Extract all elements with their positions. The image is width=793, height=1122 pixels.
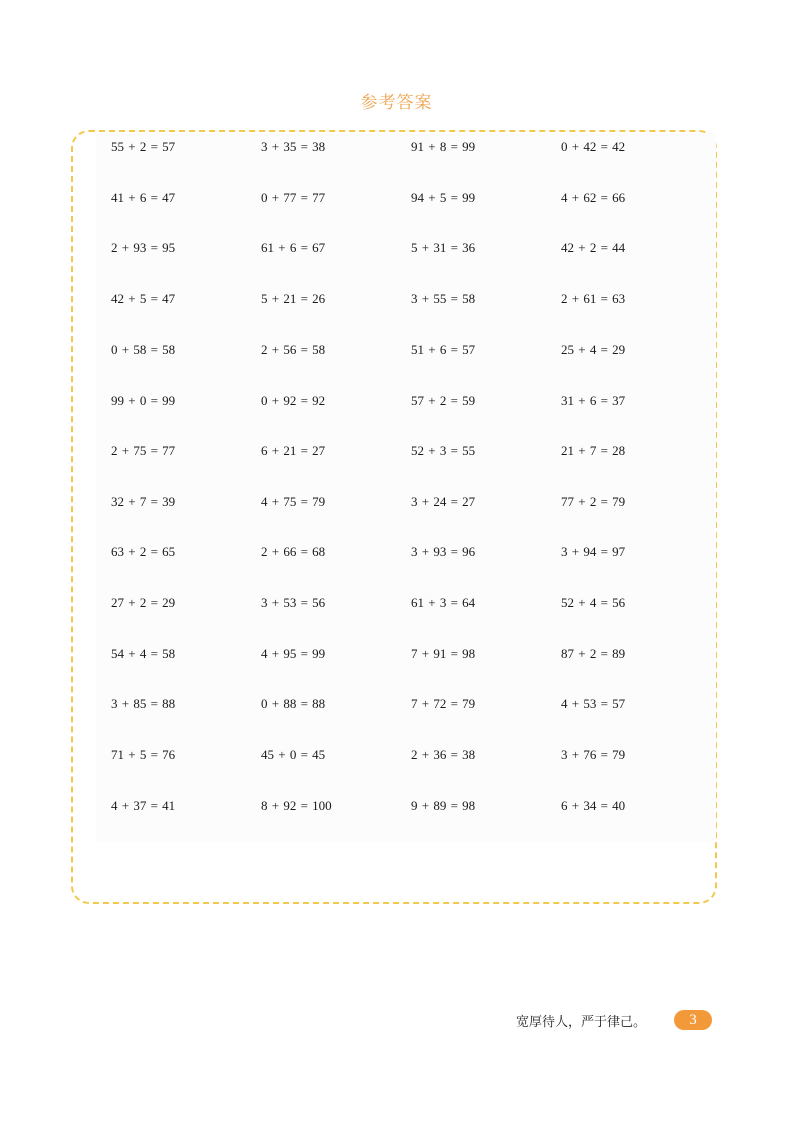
answer-equation: 8 + 92 = 100 bbox=[261, 798, 332, 813]
answer-row bbox=[96, 642, 716, 666]
answer-equation: 3 + 53 = 56 bbox=[261, 595, 326, 610]
answer-row bbox=[96, 338, 716, 362]
answer-row bbox=[96, 591, 716, 615]
answer-equation: 41 + 6 = 47 bbox=[111, 190, 176, 205]
answer-equation: 9 + 89 = 98 bbox=[411, 798, 476, 813]
answer-equation: 2 + 61 = 63 bbox=[561, 291, 626, 306]
answer-equation: 52 + 4 = 56 bbox=[561, 595, 626, 610]
footer-motto: 宽厚待人，严于律己。 bbox=[516, 1015, 647, 1030]
answer-equation: 2 + 93 = 95 bbox=[111, 240, 176, 255]
answer-equation: 0 + 58 = 58 bbox=[111, 342, 176, 357]
answer-equation: 2 + 75 = 77 bbox=[111, 443, 176, 458]
answer-equation: 2 + 36 = 38 bbox=[411, 747, 476, 762]
answer-equation: 3 + 24 = 27 bbox=[411, 494, 476, 509]
answer-equation: 3 + 76 = 79 bbox=[561, 747, 626, 762]
answer-equation: 55 + 2 = 57 bbox=[111, 139, 176, 154]
answer-equation: 4 + 95 = 99 bbox=[261, 646, 326, 661]
answer-row bbox=[96, 540, 716, 564]
answer-equation: 94 + 5 = 99 bbox=[411, 190, 476, 205]
answer-equation: 4 + 53 = 57 bbox=[561, 696, 626, 711]
answer-equation: 54 + 4 = 58 bbox=[111, 646, 176, 661]
answer-equation: 87 + 2 = 89 bbox=[561, 646, 626, 661]
answer-equation: 6 + 21 = 27 bbox=[261, 443, 326, 458]
page-number-badge: 3 bbox=[674, 1010, 712, 1030]
answer-equation: 5 + 31 = 36 bbox=[411, 240, 476, 255]
answer-equation: 4 + 37 = 41 bbox=[111, 798, 176, 813]
answer-equation: 61 + 6 = 67 bbox=[261, 240, 326, 255]
answer-equation: 61 + 3 = 64 bbox=[411, 595, 476, 610]
answer-equation: 71 + 5 = 76 bbox=[111, 747, 176, 762]
answer-equation: 0 + 88 = 88 bbox=[261, 696, 326, 711]
answer-equation: 2 + 56 = 58 bbox=[261, 342, 326, 357]
answer-equation: 0 + 77 = 77 bbox=[261, 190, 326, 205]
answer-row bbox=[96, 389, 716, 413]
answer-equation: 42 + 5 = 47 bbox=[111, 291, 176, 306]
answer-equation: 21 + 7 = 28 bbox=[561, 443, 626, 458]
answer-equation: 27 + 2 = 29 bbox=[111, 595, 176, 610]
answer-equation: 3 + 94 = 97 bbox=[561, 544, 626, 559]
answer-row bbox=[96, 743, 716, 767]
answer-row bbox=[96, 236, 716, 260]
answer-equation: 0 + 42 = 42 bbox=[561, 139, 626, 154]
answer-equation: 25 + 4 = 29 bbox=[561, 342, 626, 357]
answer-equation: 6 + 34 = 40 bbox=[561, 798, 626, 813]
answer-equation: 91 + 8 = 99 bbox=[411, 139, 476, 154]
answer-equation: 42 + 2 = 44 bbox=[561, 240, 626, 255]
answer-equation: 0 + 92 = 92 bbox=[261, 393, 326, 408]
answer-equation: 63 + 2 = 65 bbox=[111, 544, 176, 559]
answer-equation: 57 + 2 = 59 bbox=[411, 393, 476, 408]
answer-row bbox=[96, 692, 716, 716]
answer-row bbox=[96, 186, 716, 210]
answer-equation: 52 + 3 = 55 bbox=[411, 443, 476, 458]
answer-equation: 31 + 6 = 37 bbox=[561, 393, 626, 408]
answer-equation: 5 + 21 = 26 bbox=[261, 291, 326, 306]
answer-equation: 45 + 0 = 45 bbox=[261, 747, 326, 762]
answer-row bbox=[96, 439, 716, 463]
answer-row bbox=[96, 135, 716, 159]
answer-row bbox=[96, 794, 716, 818]
answer-equation: 3 + 55 = 58 bbox=[411, 291, 476, 306]
answer-row bbox=[96, 287, 716, 311]
answer-equation: 7 + 91 = 98 bbox=[411, 646, 476, 661]
answer-equation: 3 + 35 = 38 bbox=[261, 139, 326, 154]
answer-equation: 3 + 93 = 96 bbox=[411, 544, 476, 559]
answer-equation: 32 + 7 = 39 bbox=[111, 494, 176, 509]
answer-row bbox=[96, 490, 716, 514]
answer-equation: 4 + 62 = 66 bbox=[561, 190, 626, 205]
answer-equation: 99 + 0 = 99 bbox=[111, 393, 176, 408]
answer-equation: 7 + 72 = 79 bbox=[411, 696, 476, 711]
answer-equation: 4 + 75 = 79 bbox=[261, 494, 326, 509]
page-title: 参考答案 bbox=[360, 93, 433, 113]
answer-equation: 2 + 66 = 68 bbox=[261, 544, 326, 559]
answer-equation: 51 + 6 = 57 bbox=[411, 342, 476, 357]
answer-equation: 3 + 85 = 88 bbox=[111, 696, 176, 711]
answer-equation: 77 + 2 = 79 bbox=[561, 494, 626, 509]
answer-grid bbox=[96, 134, 716, 842]
